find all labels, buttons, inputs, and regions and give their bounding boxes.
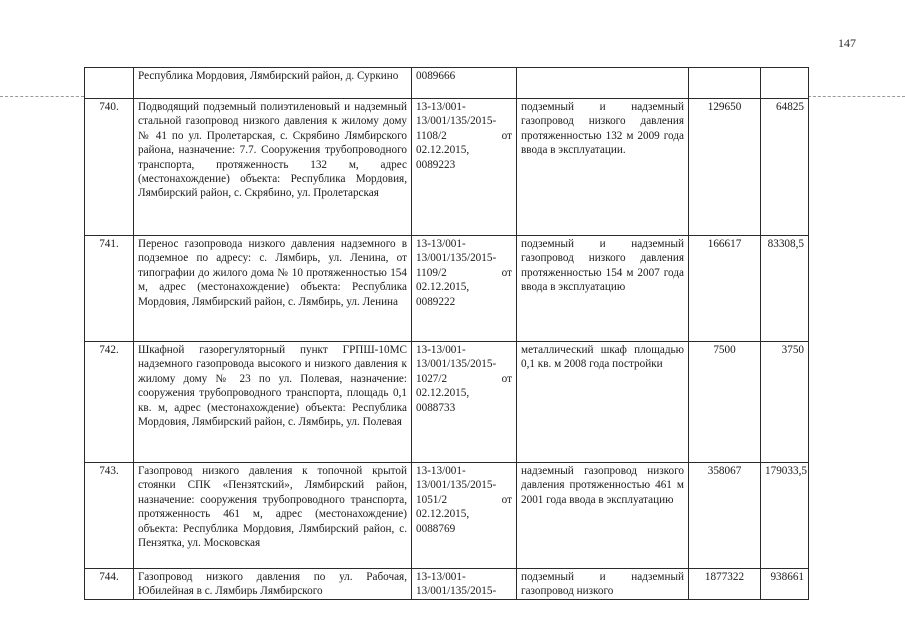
book-value: 166617	[689, 236, 761, 342]
book-value: 358067	[689, 463, 761, 569]
registration-number-part: 1027/2	[416, 372, 448, 385]
residual-value	[761, 68, 809, 99]
residual-value: 179033,5	[761, 463, 809, 569]
table-row	[85, 463, 809, 569]
object-description: Республика Мордовия, Лямбирский район, д. Суркино	[134, 68, 412, 99]
registration-record	[412, 342, 517, 463]
row-number: 742.	[85, 342, 134, 463]
registration-line: 0089222	[416, 295, 456, 308]
object-characteristics: подземный и надземный газопровод низкого давления протяженностью 154 м 2007 года ввода в эксплуатацию	[517, 236, 689, 342]
registration-line: 13/001/135/2015-	[416, 115, 497, 128]
object-characteristics: подземный и надземный газопровод низкого давления протяженностью 132 м 2009 года ввода в эксплуатации.	[517, 99, 689, 236]
registration-line: 13-13/001-	[416, 465, 466, 477]
registration-line: 13-13/001-	[416, 571, 466, 583]
registration-line: 13/001/135/2015-	[416, 252, 497, 265]
registration-line: 0089666	[416, 70, 456, 82]
registration-line: 0088733	[416, 401, 456, 414]
registration-number-part: 1051/2	[416, 493, 448, 506]
row-number	[85, 68, 134, 99]
registration-line: 02.12.2015,	[416, 144, 470, 157]
table-row	[85, 569, 809, 600]
book-value: 129650	[689, 99, 761, 236]
object-description: Подводящий подземный полиэтиленовый и надземный стальной газопровод низкого давления к жилому дому № 41 по ул. Пролетарская, с. Скрябино Лямбирского района, назначение: 7.7. Сооружения трубопроводного транспорта, протяженность 132 м, адрес (местонахождение) объекта: Республика Мордовия, Лямбирский район, с. Скрябино, ул. Пролетарская	[134, 99, 412, 236]
scan-artifact-line-right	[808, 96, 905, 97]
registration-from-label: от	[501, 266, 512, 279]
book-value: 1877322	[689, 569, 761, 600]
row-number: 740.	[85, 99, 134, 236]
book-value	[689, 68, 761, 99]
row-number: 743.	[85, 463, 134, 569]
table-row	[85, 236, 809, 342]
page-number: 147	[838, 36, 856, 50]
registration-number-part: 1109/2	[416, 266, 447, 279]
registration-record	[412, 236, 517, 342]
object-description: Газопровод низкого давления к топочной крытой стоянки СПК «Пензятский», Лямбирский район, назначение: сооружения трубопроводного транспорта, протяженность 461 м, адрес (местонахождение) объекта: Республика Мордовия, Лямбирский район, с. Пензятка, ул. Московская	[134, 463, 412, 569]
registration-record	[412, 68, 517, 99]
registration-line: 13/001/135/2015-	[416, 585, 497, 598]
residual-value: 3750	[761, 342, 809, 463]
table-row	[85, 342, 809, 463]
registration-line: 02.12.2015,	[416, 281, 470, 294]
registration-record	[412, 99, 517, 236]
object-characteristics: металлический шкаф площадью 0,1 кв. м 2008 года постройки	[517, 342, 689, 463]
object-description: Газопровод низкого давления по ул. Рабочая, Юбилейная в с. Лямбирь Лямбирского	[134, 569, 412, 600]
row-number: 744.	[85, 569, 134, 600]
registration-record	[412, 463, 517, 569]
registration-record	[412, 569, 517, 600]
registration-from-label: от	[501, 129, 512, 142]
property-registry-table	[84, 67, 809, 600]
registration-from-label: от	[501, 372, 512, 385]
scan-artifact-line-left	[0, 96, 84, 97]
object-description: Шкафной газорегуляторный пункт ГРПШ-10МС надземного газопровода высокого и низкого давления к жилому дому № 23 по ул. Полевая, назначение: сооружения трубопроводного транспорта, площадь 0,1 кв. м, адрес (местонахождение) объекта: Республика Мордовия, Лямбирский район, с. Лямбирь, ул. Полевая	[134, 342, 412, 463]
registration-line: 13/001/135/2015-	[416, 358, 497, 371]
book-value: 7500	[689, 342, 761, 463]
residual-value: 938661	[761, 569, 809, 600]
registration-from-label: от	[501, 493, 512, 506]
registration-line: 13/001/135/2015-	[416, 479, 497, 492]
row-number: 741.	[85, 236, 134, 342]
registration-line: 13-13/001-	[416, 344, 466, 356]
object-characteristics: подземный и надземный газопровод низкого	[517, 569, 689, 600]
registration-line: 13-13/001-	[416, 101, 466, 113]
registration-line: 0088769	[416, 522, 456, 535]
registration-line: 02.12.2015,	[416, 508, 470, 521]
table-row	[85, 99, 809, 236]
registration-line: 0089223	[416, 158, 456, 171]
registry-table-body	[85, 68, 809, 600]
registration-line: 02.12.2015,	[416, 387, 470, 400]
object-characteristics: надземный газопровод низкого давления протяженностью 461 м 2001 года ввода в эксплуатацию	[517, 463, 689, 569]
residual-value: 64825	[761, 99, 809, 236]
object-description: Перенос газопровода низкого давления надземного в подземное по адресу: с. Лямбирь, ул. Ленина, от типографии до жилого дома № 10 протяженностью 154 м, адрес (местонахождение) объекта: Республика Мордовия, Лямбирский район, с. Лямбирь, ул. Ленина	[134, 236, 412, 342]
residual-value: 83308,5	[761, 236, 809, 342]
registration-line: 13-13/001-	[416, 238, 466, 250]
registration-number-part: 1108/2	[416, 129, 447, 142]
object-characteristics	[517, 68, 689, 99]
table-row	[85, 68, 809, 99]
